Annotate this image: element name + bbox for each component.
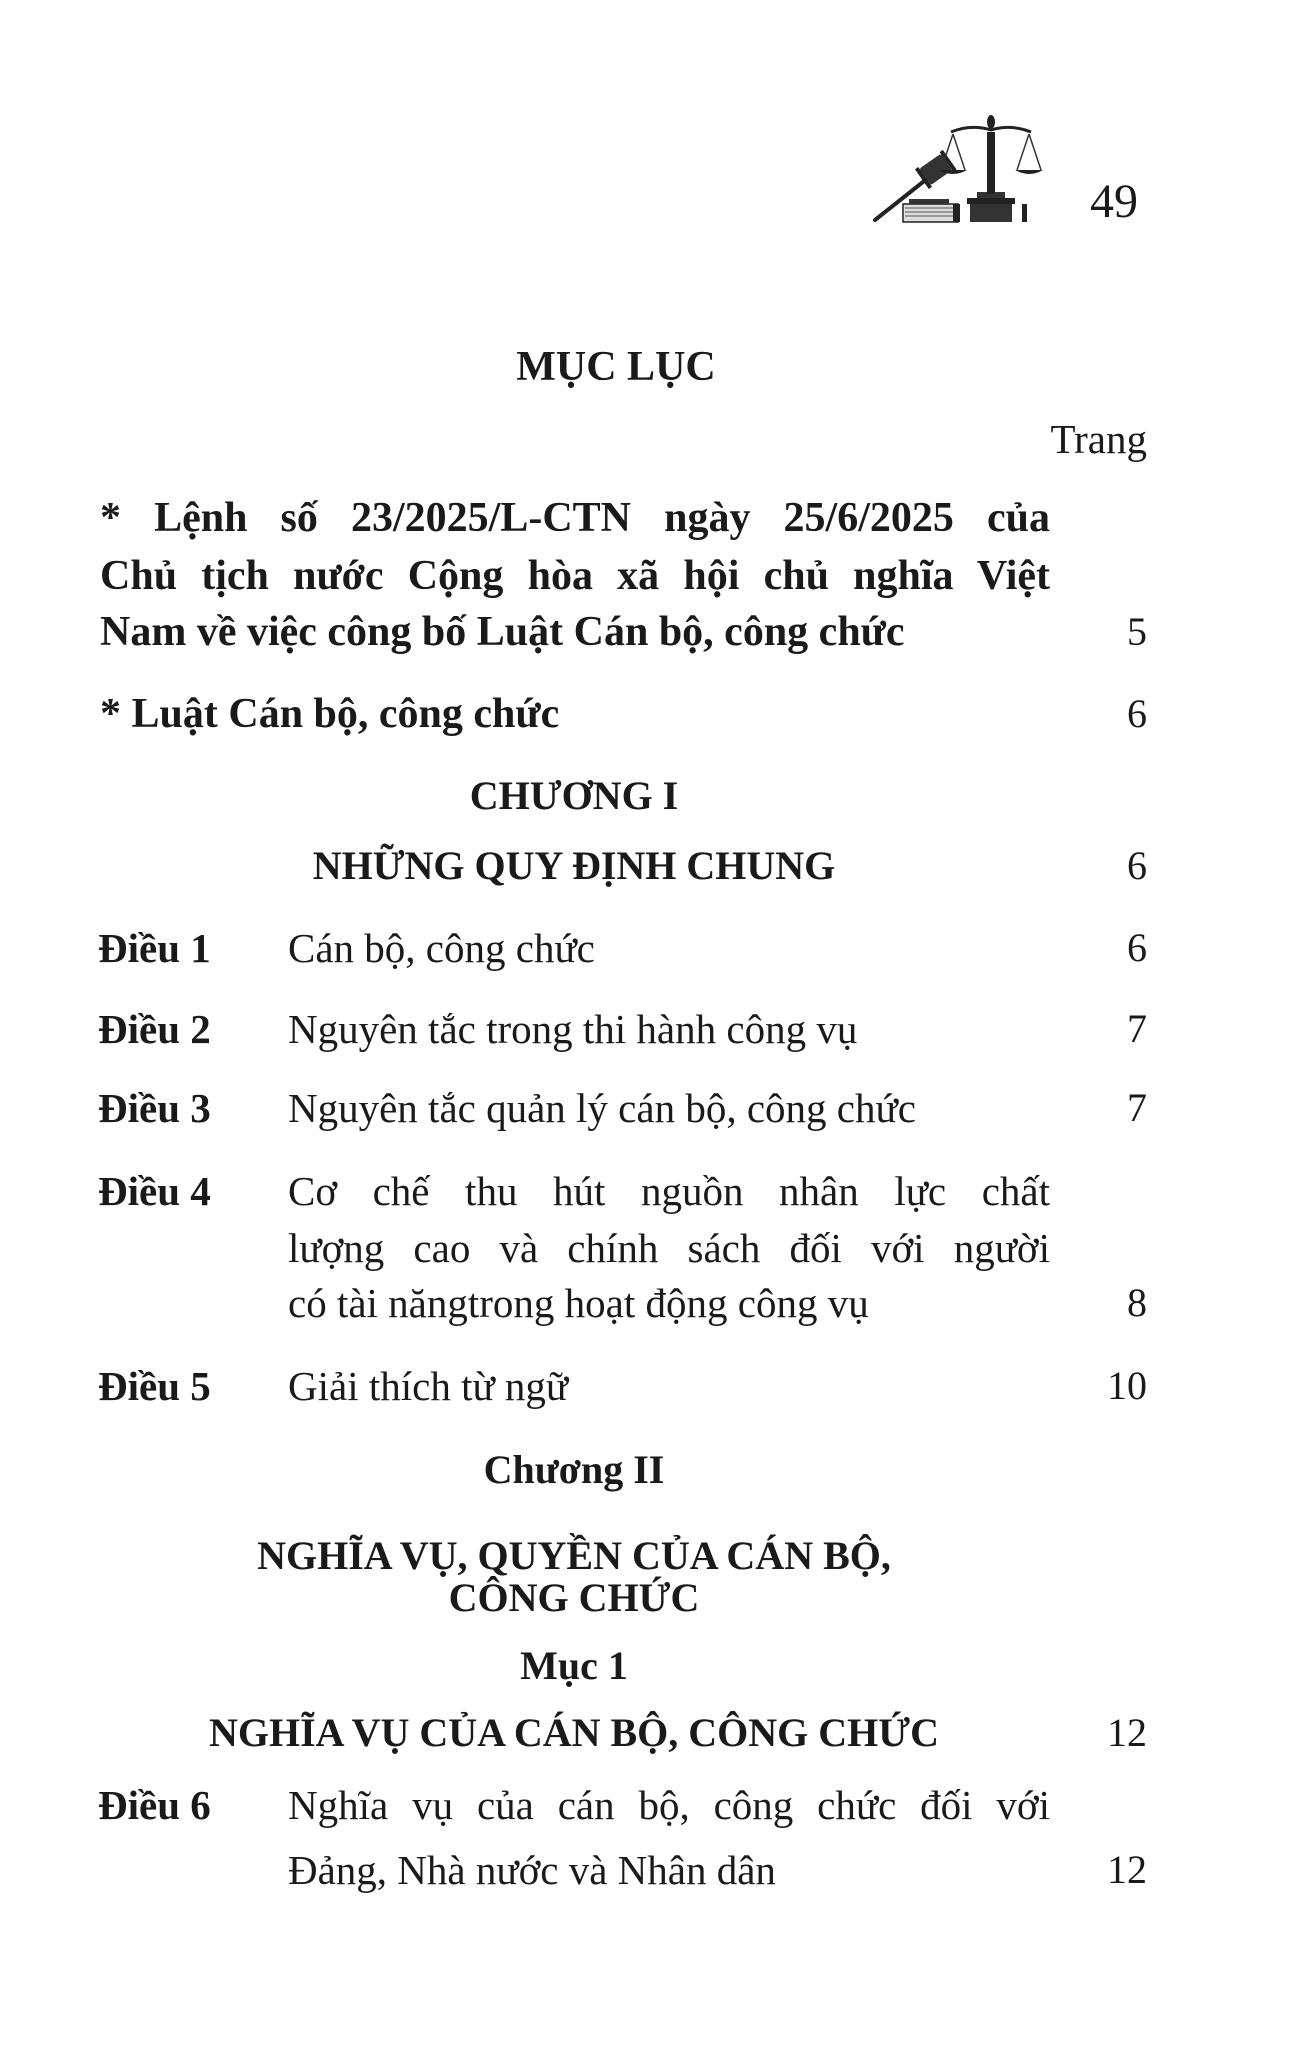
- article-title-line: Cơ chế thu hút nguồn nhân lực chất: [288, 1168, 1050, 1214]
- entry-line: Nam về việc công bố Luật Cán bộ, công chức: [100, 609, 905, 655]
- page-ref: 6: [1127, 925, 1147, 970]
- entry-line: * Lệnh số 23/2025/L-CTN ngày 25/6/2025 của: [100, 495, 1050, 541]
- chapter-title-line: CÔNG CHỨC: [448, 1575, 700, 1620]
- page-ref: 7: [1127, 1006, 1147, 1051]
- article-label: Điều 6: [98, 1782, 211, 1828]
- page-ref: 6: [1127, 691, 1147, 736]
- entry-line: * Luật Cán bộ, công chức: [100, 691, 560, 737]
- chapter-title: NHỮNG QUY ĐỊNH CHUNG: [312, 843, 836, 888]
- article-label: Điều 4: [98, 1168, 211, 1214]
- page-ref: 7: [1127, 1085, 1147, 1130]
- article-label: Điều 5: [98, 1363, 211, 1409]
- article-title-line: có tài năngtrong hoạt động công vụ: [288, 1280, 869, 1326]
- toc-title: MỤC LỤC: [516, 344, 716, 390]
- article-title: Nguyên tắc quản lý cán bộ, công chức: [288, 1085, 916, 1131]
- chapter-title-line: NGHĨA VỤ, QUYỀN CỦA CÁN BỘ,: [257, 1533, 891, 1578]
- page-ref: 8: [1127, 1280, 1147, 1325]
- scales-of-justice-icon: [873, 112, 1045, 224]
- page-ref: 5: [1127, 609, 1147, 654]
- chapter-label: CHƯƠNG I: [469, 773, 679, 818]
- chapter-label: Chương II: [483, 1447, 665, 1492]
- article-title-line: lượng cao và chính sách đối với người: [288, 1225, 1050, 1271]
- page-ref: 6: [1127, 843, 1147, 888]
- page-ref: 12: [1107, 1847, 1147, 1892]
- entry-line: Chủ tịch nước Cộng hòa xã hội chủ nghĩa Việt: [100, 553, 1050, 599]
- article-title: Nguyên tắc trong thi hành công vụ: [288, 1006, 858, 1052]
- page-ref: 10: [1107, 1363, 1147, 1408]
- page-number: 49: [1090, 175, 1138, 228]
- article-title: Cán bộ, công chức: [288, 925, 595, 971]
- article-title-line: Đảng, Nhà nước và Nhân dân: [288, 1847, 776, 1893]
- article-label: Điều 2: [98, 1006, 211, 1052]
- section-label: Mục 1: [520, 1643, 628, 1688]
- section-title: NGHĨA VỤ CỦA CÁN BỘ, CÔNG CHỨC: [208, 1710, 940, 1755]
- article-label: Điều 3: [98, 1085, 211, 1131]
- article-title-line: Nghĩa vụ của cán bộ, công chức đối với: [288, 1782, 1050, 1828]
- article-label: Điều 1: [98, 925, 211, 971]
- page-column-label: Trang: [1050, 416, 1147, 462]
- page-ref: 12: [1107, 1710, 1147, 1755]
- article-title: Giải thích từ ngữ: [288, 1363, 569, 1409]
